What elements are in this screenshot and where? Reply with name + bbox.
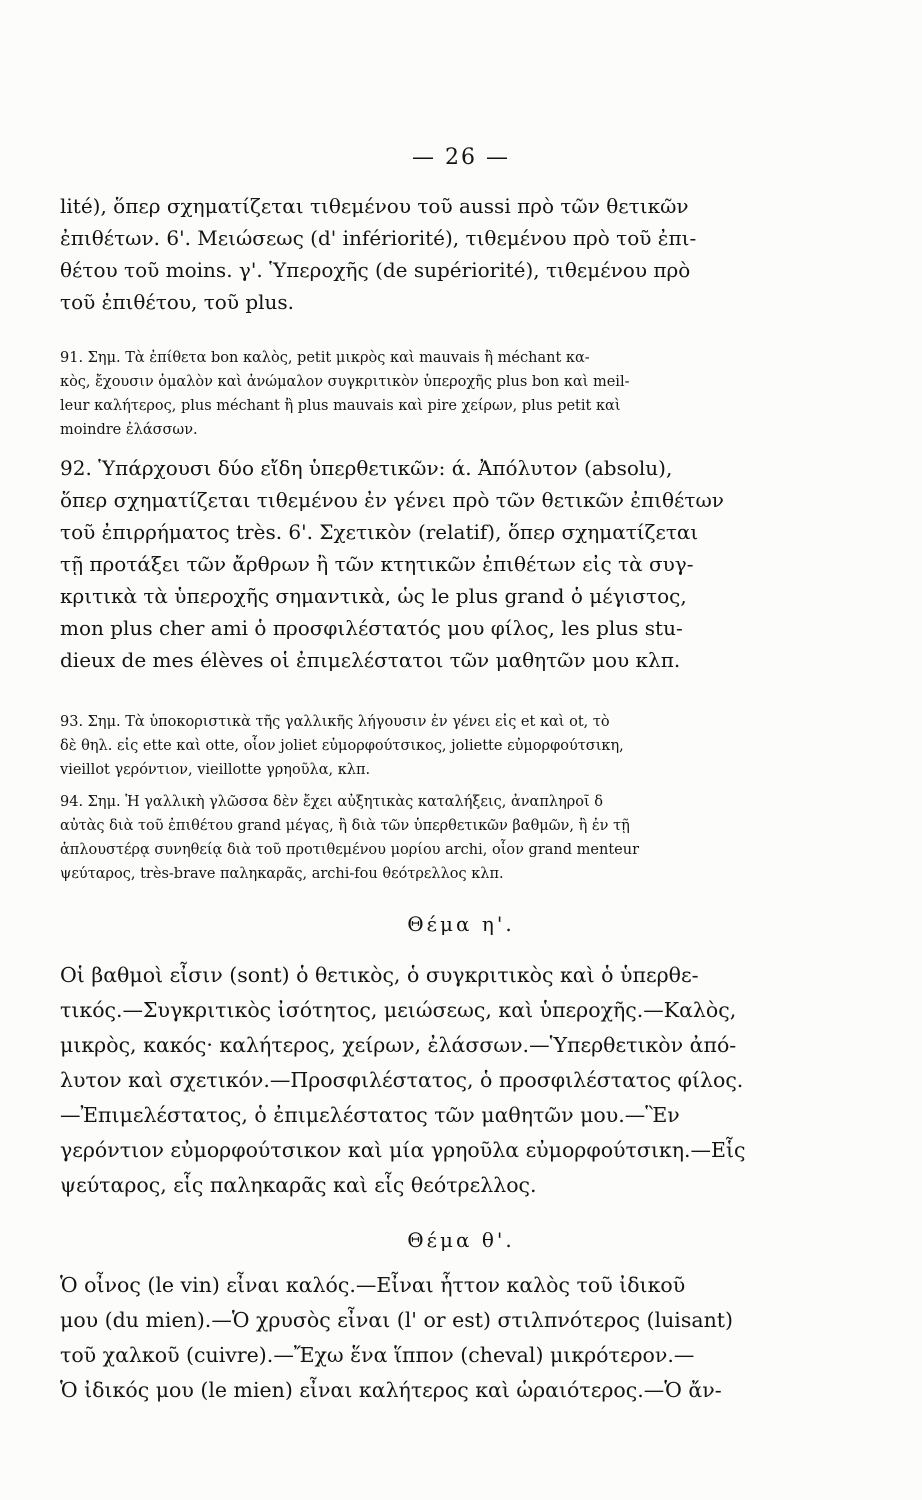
note-93 bbox=[60, 710, 860, 782]
text-line: —Ἐπιμελέστατος, ὁ ἐπιμελέστατος τῶν μαθητῶν μου.—Ἓν bbox=[60, 1103, 680, 1127]
text-line: μου (du mien).—Ὁ χρυσὸς εἶναι (l' or est) στιλπνότερος (luisant) bbox=[60, 1308, 734, 1332]
text-line: μικρὸς, κακός· καλήτερος, χείρων, ἐλάσσων.—Ὑπερθετικὸν ἀπό- bbox=[60, 1033, 737, 1057]
paragraph-comparison bbox=[60, 190, 860, 318]
text-line: κὸς, ἔχουσιν ὁμαλὸν καὶ ἀνώμαλον συγκριτικὸν ὑπεροχῆς plus bon καὶ meil- bbox=[60, 374, 630, 390]
text-line: dieux de mes élèves οἱ ἐπιμελέστατοι τῶν μαθητῶν μου κλπ. bbox=[60, 648, 681, 672]
text-line: ψεύταρος, très-brave παληκαρᾶς, archi-fou θεότρελλος κλπ. bbox=[60, 866, 504, 882]
text-line: Ὁ οἶνος (le vin) εἶναι καλός.—Εἶναι ἧττον καλὸς τοῦ ἰδικοῦ bbox=[60, 1273, 686, 1297]
text-line: Ὁ ἰδικός μου (le mien) εἶναι καλήτερος καὶ ὡραιότερος.—Ὁ ἄν- bbox=[60, 1378, 722, 1402]
note-91 bbox=[60, 346, 860, 442]
text-line: αὐτὰς διὰ τοῦ ἐπιθέτου grand μέγας, ἢ διὰ τῶν ὑπερθετικῶν βαθμῶν, ἢ ἐν τῇ bbox=[60, 818, 630, 834]
text-line: δὲ θηλ. εἰς ette καὶ otte, οἷον joliet εὐμορφούτσικος, joliette εὐμορφούτσικη, bbox=[60, 738, 624, 754]
text-line: 92. Ὑπάρχουσι δύο εἴδη ὑπερθετικῶν: ά. Ἀπόλυτον (absolu), bbox=[60, 456, 673, 480]
page-number: — 26 — bbox=[412, 145, 510, 170]
exercise-heading-1: Θέμα η'. bbox=[407, 912, 515, 936]
text-line: moindre ἐλάσσων. bbox=[60, 422, 198, 438]
text-line: τοῦ ἐπιρρήματος très. 6'. Σχετικὸν (relatif), ὅπερ σχηματίζεται bbox=[60, 520, 699, 544]
exercise-1-text bbox=[60, 958, 860, 1203]
text-line: λυτον καὶ σχετικόν.—Προσφιλέστατος, ὁ προσφιλέστατος φίλος. bbox=[60, 1068, 744, 1092]
text-line: mon plus cher ami ὁ προσφιλέστατός μου φίλος, les plus stu- bbox=[60, 616, 683, 640]
text-line: τικός.—Συγκριτικὸς ἰσότητος, μειώσεως, καὶ ὑπεροχῆς.—Καλὸς, bbox=[60, 998, 737, 1022]
note-94 bbox=[60, 790, 860, 886]
text-line: τῇ προτάξει τῶν ἄρθρων ἢ τῶν κτητικῶν ἐπιθέτων εἰς τὰ συγ- bbox=[60, 552, 694, 576]
paragraph-92-superlatives bbox=[60, 452, 860, 676]
text-line: ἁπλουστέρᾳ συνηθείᾳ διὰ τοῦ προτιθεμένου μορίου archi, οἷον grand menteur bbox=[60, 842, 639, 858]
exercise-2-text bbox=[60, 1268, 860, 1408]
text-line: ὅπερ σχηματίζεται τιθεμένου ἐν γένει πρὸ τῶν θετικῶν ἐπιθέτων bbox=[60, 488, 724, 512]
exercise-heading-2: Θέμα θ'. bbox=[407, 1228, 515, 1252]
text-line: lité), ὅπερ σχηματίζεται τιθεμένου τοῦ aussi πρὸ τῶν θετικῶν bbox=[60, 194, 689, 218]
text-line: ἐπιθέτων. 6'. Μειώσεως (d' infériorité), τιθεμένου πρὸ τοῦ ἐπι- bbox=[60, 226, 697, 250]
text-line: ψεύταρος, εἷς παληκαρᾶς καὶ εἷς θεότρελλος. bbox=[60, 1173, 537, 1197]
text-line: τοῦ ἐπιθέτου, τοῦ plus. bbox=[60, 290, 295, 314]
text-line: leur καλήτερος, plus méchant ἢ plus mauvais καὶ pire χείρων, plus petit καὶ bbox=[60, 398, 621, 414]
text-line: γερόντιον εὐμορφούτσικον καὶ μία γρηοῦλα εὐμορφούτσικη.—Εἷς bbox=[60, 1138, 746, 1162]
text-line: Οἱ βαθμοὶ εἶσιν (sont) ὁ θετικὸς, ὁ συγκριτικὸς καὶ ὁ ὑπερθε- bbox=[60, 963, 699, 987]
text-line: θέτου τοῦ moins. γ'. Ὑπεροχῆς (de supériorité), τιθεμένου πρὸ bbox=[60, 258, 691, 282]
text-line: 91. Σημ. Τὰ ἐπίθετα bon καλὸς, petit μικρὸς καὶ mauvais ἢ méchant κα- bbox=[60, 350, 590, 366]
text-line: 94. Σημ. Ἡ γαλλικὴ γλῶσσα δὲν ἔχει αὐξητικὰς καταλήξεις, ἀναπληροῖ δ bbox=[60, 794, 604, 810]
text-line: vieillot γερόντιον, vieillotte γρηοῦλα, κλπ. bbox=[60, 762, 371, 778]
text-line: τοῦ χαλκοῦ (cuivre).—Ἔχω ἕνα ἵππον (cheval) μικρότερον.— bbox=[60, 1343, 695, 1367]
text-line: 93. Σημ. Τὰ ὑποκοριστικὰ τῆς γαλλικῆς λήγουσιν ἐν γένει εἰς et καὶ ot, τὸ bbox=[60, 714, 610, 730]
text-line: κριτικὰ τὰ ὑπεροχῆς σημαντικὰ, ὡς le plus grand ὁ μέγιστος, bbox=[60, 584, 687, 608]
